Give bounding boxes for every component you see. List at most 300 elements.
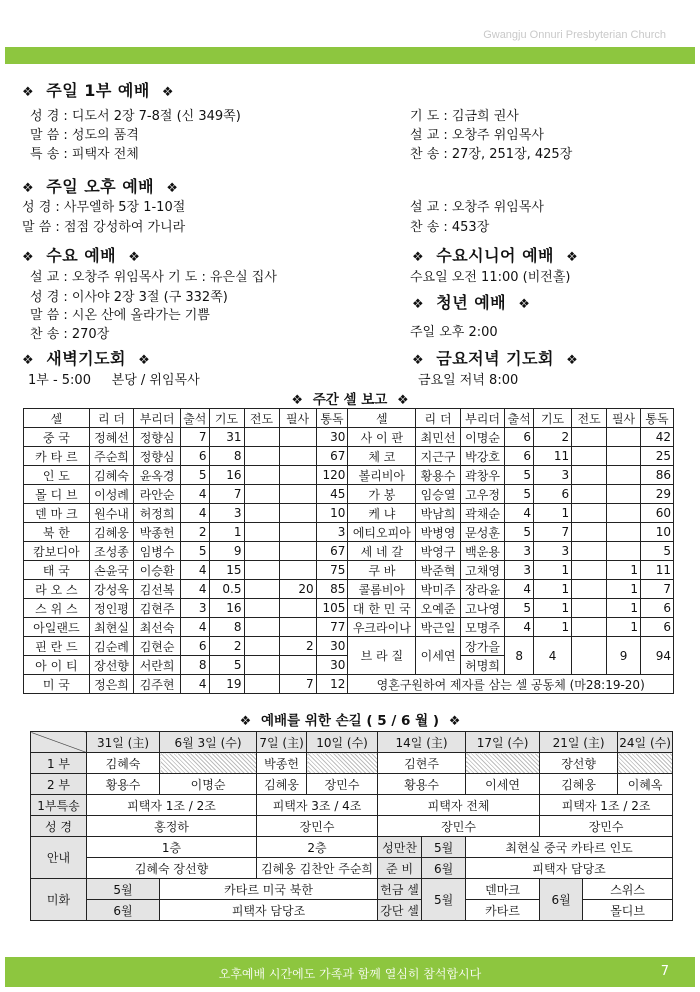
table-cell	[244, 561, 279, 580]
table-row	[24, 523, 674, 542]
table-cell	[607, 485, 641, 504]
column-header: 출석	[505, 409, 534, 428]
communion-month: 6월	[422, 858, 466, 879]
table-cell: 16	[209, 599, 244, 618]
column-header: 필사	[279, 409, 316, 428]
sunday-pm-sermon: 말 씀 : 점점 강성하여 가니라	[22, 220, 186, 235]
dawn-time: 1부 - 5:00 본당 / 위임목사	[28, 373, 200, 388]
table-cell: 6	[505, 447, 534, 466]
diamond-icon: ❖	[22, 250, 35, 265]
table-cell: 105	[316, 599, 348, 618]
table-cell: 4	[180, 580, 209, 599]
section-title-dawn	[22, 346, 150, 369]
table-cell: 3	[505, 561, 534, 580]
duty-cell: 황용수	[378, 774, 466, 795]
cell-name: 대 한 민 국	[348, 599, 416, 618]
table-cell: 30	[316, 428, 348, 447]
table-cell: 최민선	[416, 428, 461, 447]
table-cell: 7	[209, 485, 244, 504]
table-cell: 1	[533, 618, 571, 637]
cell-report-table	[23, 408, 674, 694]
beauty-month: 6월	[87, 900, 160, 921]
row-label: 헌금 셀	[378, 879, 422, 900]
table-cell: 3	[180, 599, 209, 618]
sunday1-hymns: 찬 송 : 27장, 251장, 425장	[410, 147, 573, 162]
duty-cell: 홍정하	[87, 816, 257, 837]
cell-name: 스 위 스	[24, 599, 90, 618]
duty-table	[30, 731, 673, 921]
duty-cell: 피택자 담당조	[160, 900, 378, 921]
section-title-text: 수요 예배	[46, 246, 117, 265]
guide-floor2: 2층	[257, 837, 378, 858]
column-header: 부리더	[460, 409, 505, 428]
cell-name: 인 도	[24, 466, 90, 485]
table-cell: 강성욱	[89, 580, 134, 599]
duty-cell: 김현주	[378, 753, 466, 774]
table-cell: 최현실	[89, 618, 134, 637]
duty-title-text: 예배를 위한 손길 ( 5 / 6 월 )	[261, 713, 439, 729]
cell-name: 우크라이나	[348, 618, 416, 637]
footer-bar	[5, 957, 695, 987]
table-cell	[279, 447, 316, 466]
table-cell	[244, 428, 279, 447]
table-row	[24, 466, 674, 485]
cell-name: 덴 마 크	[24, 504, 90, 523]
table-cell: 4	[180, 485, 209, 504]
diamond-icon: ❖	[566, 353, 579, 368]
duty-row-beauty-1	[31, 879, 673, 900]
cell-report-title-text: 주간 셀 보고	[312, 392, 388, 408]
diamond-icon: ❖	[291, 393, 303, 408]
table-cell: 5	[505, 466, 534, 485]
section-title-friday	[412, 346, 578, 369]
table-cell	[607, 504, 641, 523]
table-cell	[244, 485, 279, 504]
table-cell: 30	[316, 637, 348, 656]
table-cell	[607, 542, 641, 561]
duty-cell: 덴마크	[466, 879, 540, 900]
table-cell: 1	[209, 523, 244, 542]
cell-name: 쿠 바	[348, 561, 416, 580]
table-cell: 조성종	[89, 542, 134, 561]
table-cell	[244, 637, 279, 656]
table-cell: 윤옥경	[134, 466, 181, 485]
table-cell: 박남희	[416, 504, 461, 523]
sunday1-prayer: 기 도 : 김금희 권사	[410, 109, 519, 124]
duty-date-row	[31, 732, 673, 753]
duty-cell: 피택자 담당조	[466, 858, 673, 879]
table-cell: 0.5	[209, 580, 244, 599]
duty-cell: 장민수	[257, 816, 378, 837]
table-cell: 6	[180, 637, 209, 656]
table-cell: 1	[533, 599, 571, 618]
table-cell: 박미주	[416, 580, 461, 599]
table-cell: 7	[533, 523, 571, 542]
duty-cell: 김혜숙	[87, 753, 160, 774]
table-cell: 박병영	[416, 523, 461, 542]
table-cell: 120	[316, 466, 348, 485]
table-cell	[279, 466, 316, 485]
table-cell: 3	[316, 523, 348, 542]
column-header: 출석	[180, 409, 209, 428]
table-cell: 85	[316, 580, 348, 599]
duty-row-service2	[31, 774, 673, 795]
table-cell: 정향심	[134, 428, 181, 447]
table-cell	[279, 523, 316, 542]
section-title-text: 청년 예배	[436, 293, 507, 312]
table-cell: 5	[180, 542, 209, 561]
table-cell	[572, 523, 607, 542]
table-cell: 2	[180, 523, 209, 542]
table-cell: 박근일	[416, 618, 461, 637]
table-cell: 5	[505, 485, 534, 504]
diamond-icon: ❖	[412, 353, 425, 368]
cell-name: 몰 디 브	[24, 485, 90, 504]
row-label: 1부특송	[31, 795, 87, 816]
beauty-month: 5월	[87, 879, 160, 900]
diamond-icon: ❖	[239, 714, 252, 729]
row-label: 1 부	[31, 753, 87, 774]
cell-motto: 영혼구원하여 제자를 삼는 셀 공동체 (마28:19-20)	[348, 675, 674, 694]
table-cell	[244, 675, 279, 694]
wednesday-preacher-prayer: 설 교 : 오창주 위임목사 기 도 : 유은실 집사	[30, 270, 277, 285]
table-row	[24, 485, 674, 504]
table-cell: 20	[279, 580, 316, 599]
duty-cell: 피택자 1조 / 2조	[540, 795, 673, 816]
duty-cell: 이명순	[160, 774, 257, 795]
duty-row-guide-2	[31, 858, 673, 879]
duty-cell: 박종헌	[257, 753, 307, 774]
section-title-text: 주일 1부 예배	[46, 81, 150, 100]
table-cell	[572, 580, 607, 599]
table-cell: 모명주	[460, 618, 505, 637]
table-row	[24, 599, 674, 618]
row-label: 강단 셀	[378, 900, 422, 921]
date-cell: 31일 (主)	[87, 732, 160, 753]
date-cell: 21일 (主)	[540, 732, 618, 753]
cell-name: 캄보디아	[24, 542, 90, 561]
youth-time: 주일 오후 2:00	[410, 325, 498, 340]
table-cell: 최선숙	[134, 618, 181, 637]
empty-cell	[618, 753, 673, 774]
table-row	[24, 504, 674, 523]
table-cell: 4	[505, 618, 534, 637]
table-cell: 2	[533, 428, 571, 447]
table-cell: 1	[607, 599, 641, 618]
diamond-icon: ❖	[22, 85, 35, 100]
table-cell: 9	[209, 542, 244, 561]
table-cell: 곽채순	[460, 504, 505, 523]
table-cell	[279, 542, 316, 561]
table-cell: 오예준	[416, 599, 461, 618]
date-cell: 24일 (수)	[618, 732, 673, 753]
duty-row-service1	[31, 753, 673, 774]
cell-name: 아 이 티	[24, 656, 90, 675]
table-cell: 7	[641, 580, 674, 599]
table-cell: 김순례	[89, 637, 134, 656]
table-cell: 지근구	[416, 447, 461, 466]
table-cell: 1	[607, 618, 641, 637]
table-cell: 3	[209, 504, 244, 523]
table-cell	[572, 599, 607, 618]
table-cell: 정혜선	[89, 428, 134, 447]
table-cell: 6	[505, 428, 534, 447]
guide-names-floor2: 김혜웅 김찬안 주순희	[257, 858, 378, 879]
table-cell: 4	[505, 504, 534, 523]
table-cell: 고나영	[460, 599, 505, 618]
diamond-icon: ❖	[566, 250, 579, 265]
cell-table-header	[24, 409, 674, 428]
table-cell	[279, 599, 316, 618]
table-cell	[279, 618, 316, 637]
table-cell	[572, 561, 607, 580]
top-accent-bar	[5, 47, 695, 64]
row-label: 안내	[31, 837, 87, 879]
sunday1-sermon: 말 씀 : 성도의 품격	[30, 128, 139, 143]
sunday1-scripture: 성 경 : 디도서 2장 7-8절 (신 349쪽)	[30, 109, 241, 124]
cell-name: 에티오피아	[348, 523, 416, 542]
table-cell: 서란희	[134, 656, 181, 675]
duty-cell: 김혜웅	[257, 774, 307, 795]
table-cell: 3	[533, 466, 571, 485]
column-header: 필사	[607, 409, 641, 428]
column-header: 통독	[641, 409, 674, 428]
row-label: 2 부	[31, 774, 87, 795]
table-cell	[244, 580, 279, 599]
table-cell: 8	[505, 637, 534, 675]
page-number: 7	[660, 964, 669, 979]
table-cell: 고우정	[460, 485, 505, 504]
table-cell: 11	[533, 447, 571, 466]
table-cell: 황용수	[416, 466, 461, 485]
cell-report-title	[0, 388, 700, 408]
table-cell	[244, 618, 279, 637]
table-cell	[607, 428, 641, 447]
table-cell: 7	[180, 428, 209, 447]
cell-name: 세 네 갈	[348, 542, 416, 561]
cell-name: 핀 란 드	[24, 637, 90, 656]
row-label: 성 경	[31, 816, 87, 837]
duty-cell: 장민수	[540, 816, 673, 837]
table-cell: 1	[607, 580, 641, 599]
corner-cell	[31, 732, 87, 753]
diamond-icon: ❖	[397, 393, 409, 408]
table-cell: 박영구	[416, 542, 461, 561]
table-row	[24, 637, 674, 656]
wednesday-hymn: 찬 송 : 270장	[30, 327, 110, 342]
sunday-pm-scripture: 성 경 : 사무엘하 5장 1-10절	[22, 200, 186, 215]
column-header: 셀	[24, 409, 90, 428]
duty-cell: 황용수	[87, 774, 160, 795]
table-cell: 1	[533, 561, 571, 580]
table-cell: 허명희	[460, 656, 505, 675]
duty-cell: 카타르 미국 북한	[160, 879, 378, 900]
column-header: 셀	[348, 409, 416, 428]
table-cell: 임병수	[134, 542, 181, 561]
table-cell	[572, 447, 607, 466]
table-cell: 11	[641, 561, 674, 580]
table-cell: 4	[180, 561, 209, 580]
table-row	[24, 580, 674, 599]
table-cell: 9	[607, 637, 641, 675]
table-cell: 3	[505, 542, 534, 561]
table-cell: 원수내	[89, 504, 134, 523]
table-cell: 고채영	[460, 561, 505, 580]
empty-cell	[466, 753, 540, 774]
table-cell: 4	[180, 618, 209, 637]
duty-cell: 스위스	[583, 879, 673, 900]
footer-message: 오후예배 시간에도 가족과 함께 열심히 참석합시다	[218, 967, 482, 981]
table-row	[24, 447, 674, 466]
table-cell: 김선복	[134, 580, 181, 599]
column-header: 전도	[572, 409, 607, 428]
table-cell: 이명순	[460, 428, 505, 447]
table-cell: 6	[641, 618, 674, 637]
duty-cell: 몰디브	[583, 900, 673, 921]
table-cell: 6	[641, 599, 674, 618]
diamond-icon: ❖	[161, 85, 175, 100]
communion-month: 5월	[422, 837, 466, 858]
table-cell: 8	[180, 656, 209, 675]
table-cell	[244, 599, 279, 618]
table-cell: 곽창우	[460, 466, 505, 485]
table-cell: 29	[641, 485, 674, 504]
table-cell: 31	[209, 428, 244, 447]
wednesday-scripture: 성 경 : 이사야 2장 3절 (구 332쪽)	[30, 290, 228, 305]
row-label: 성만찬	[378, 837, 422, 858]
table-cell: 1	[533, 504, 571, 523]
table-cell: 2	[209, 637, 244, 656]
duty-cell: 이혜옥	[618, 774, 673, 795]
section-title-wed-senior	[412, 243, 578, 266]
duty-cell: 장선향	[540, 753, 618, 774]
table-cell	[244, 523, 279, 542]
duty-row-guide-1	[31, 837, 673, 858]
duty-cell: 피택자 3조 / 4조	[257, 795, 378, 816]
column-header: 리 더	[416, 409, 461, 428]
table-cell	[244, 542, 279, 561]
duty-cell: 카타르	[466, 900, 540, 921]
church-name: Gwangju Onnuri Presbyterian Church	[483, 29, 666, 41]
column-header: 부리더	[134, 409, 181, 428]
cell-name: 카 타 르	[24, 447, 90, 466]
table-cell: 45	[316, 485, 348, 504]
date-cell: 14일 (主)	[378, 732, 466, 753]
table-cell	[279, 561, 316, 580]
table-cell	[607, 523, 641, 542]
duty-cell: 최현실 중국 카타르 인도	[466, 837, 673, 858]
cell-name: 미 국	[24, 675, 90, 694]
cell-name: 케 냐	[348, 504, 416, 523]
table-cell: 5	[180, 466, 209, 485]
column-header: 통독	[316, 409, 348, 428]
diamond-icon: ❖	[22, 353, 35, 368]
diamond-icon: ❖	[138, 353, 151, 368]
table-cell: 허정희	[134, 504, 181, 523]
row-label: 미화	[31, 879, 87, 921]
column-header: 전도	[244, 409, 279, 428]
cell-name: 라 오 스	[24, 580, 90, 599]
table-cell: 60	[641, 504, 674, 523]
table-cell: 94	[641, 637, 674, 675]
duty-cell: 김혜웅	[540, 774, 618, 795]
date-cell: 17일 (수)	[466, 732, 540, 753]
table-row	[24, 428, 674, 447]
column-header: 리 더	[89, 409, 134, 428]
table-cell	[572, 618, 607, 637]
row-label: 준 비	[378, 858, 422, 879]
duty-cell: 피택자 전체	[378, 795, 540, 816]
diamond-icon: ❖	[448, 714, 461, 729]
table-cell: 86	[641, 466, 674, 485]
empty-cell	[160, 753, 257, 774]
table-cell: 장가을	[460, 637, 505, 656]
table-cell: 6	[533, 485, 571, 504]
table-cell: 4	[533, 637, 571, 675]
table-cell	[572, 542, 607, 561]
sunday1-preacher: 설 교 : 오창주 위임목사	[410, 128, 544, 143]
section-title-text: 금요저녁 기도회	[436, 349, 554, 368]
offering-month: 5월	[422, 879, 466, 921]
table-cell: 4	[180, 675, 209, 694]
sunday-pm-preacher: 설 교 : 오창주 위임목사	[410, 200, 544, 215]
section-title-text: 새벽기도회	[46, 349, 127, 368]
table-cell: 8	[209, 447, 244, 466]
table-cell: 5	[505, 599, 534, 618]
table-cell: 19	[209, 675, 244, 694]
duty-cell: 피택자 1조 / 2조	[87, 795, 257, 816]
table-cell: 박강호	[460, 447, 505, 466]
empty-cell	[307, 753, 378, 774]
table-cell: 정향심	[134, 447, 181, 466]
table-cell: 손윤국	[89, 561, 134, 580]
guide-floor1: 1층	[87, 837, 257, 858]
table-cell: 문성훈	[460, 523, 505, 542]
cell-name: 체 코	[348, 447, 416, 466]
table-cell: 박종헌	[134, 523, 181, 542]
table-cell: 67	[316, 447, 348, 466]
cell-name: 아일랜드	[24, 618, 90, 637]
date-cell: 6월 3일 (수)	[160, 732, 257, 753]
table-cell	[244, 466, 279, 485]
wed-senior-time: 수요일 오전 11:00 (비전홀)	[410, 270, 571, 285]
sunday1-special-song: 특 송 : 피택자 전체	[30, 147, 139, 162]
table-cell: 박준혁	[416, 561, 461, 580]
table-cell	[572, 637, 607, 675]
table-cell	[279, 656, 316, 675]
table-cell: 이세연	[416, 637, 461, 675]
duty-cell: 이세연	[466, 774, 540, 795]
table-cell	[572, 428, 607, 447]
section-title-sunday-pm	[22, 174, 178, 197]
table-cell	[279, 428, 316, 447]
table-cell: 16	[209, 466, 244, 485]
table-cell: 장라윤	[460, 580, 505, 599]
table-cell: 6	[180, 447, 209, 466]
section-title-sunday1	[22, 78, 174, 101]
table-cell: 2	[279, 637, 316, 656]
cell-name: 가 봉	[348, 485, 416, 504]
section-title-text: 주일 오후 예배	[46, 177, 155, 196]
table-cell: 주순희	[89, 447, 134, 466]
table-cell: 라안순	[134, 485, 181, 504]
duty-cell: 장민수	[307, 774, 378, 795]
table-cell: 5	[505, 523, 534, 542]
table-cell: 67	[316, 542, 348, 561]
table-cell: 25	[641, 447, 674, 466]
table-cell	[607, 466, 641, 485]
table-cell	[244, 656, 279, 675]
